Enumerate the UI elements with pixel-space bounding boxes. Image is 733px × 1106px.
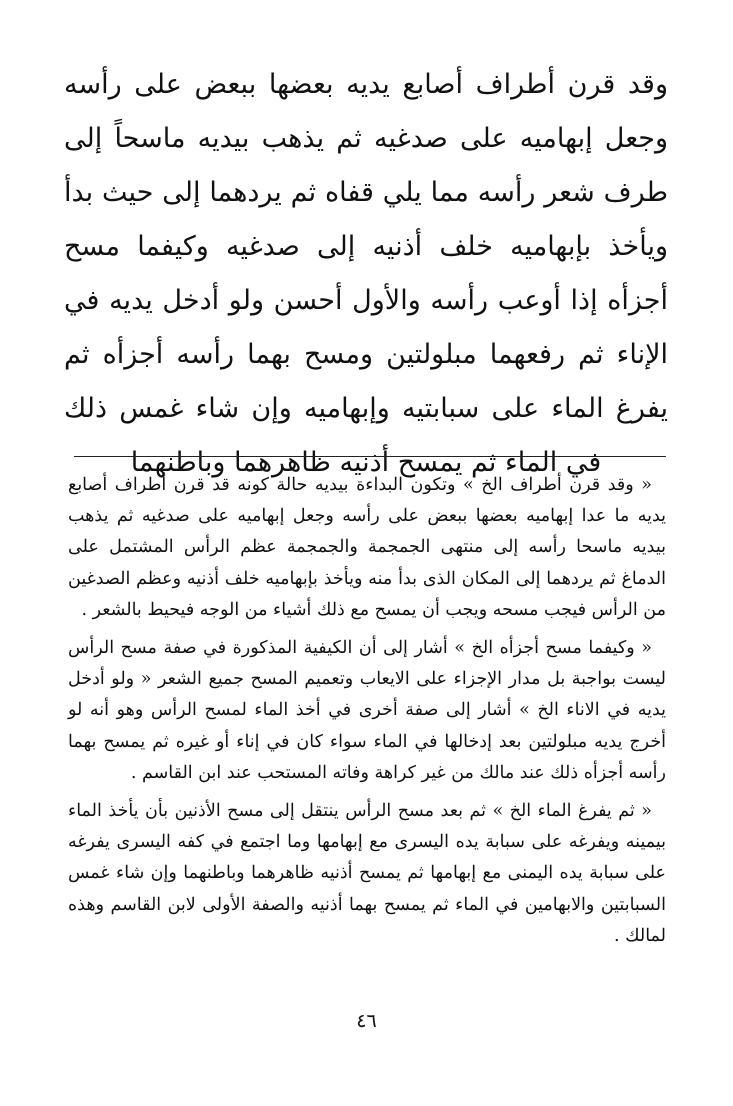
commentary (68, 470, 666, 959)
main-text: وقد قرن أطراف أصابع يديه بعضها ببعض على رأسه وجعل إبهاميه على صدغيه ثم يذهب بيديه ماسحاً إلى طرف شعر رأسه مما يلي قفاه ثم يردهما إلى حيث بدأ ويأخذ بإبهاميه خلف أذنيه إلى صدغيه وكيفما مسح أجزأه إذا أوعب رأسه والأول أحسن ولو أدخل يديه في الإناء ثم رفعهما مبلولتين ومسح بهما رأسه أجزأه ثم يفرغ الماء على سبابتيه وإبهاميه وإن شاء غمس ذلك في الماء ثم يمسح أذنيه ظاهرهما وباطنهما (64, 69, 668, 478)
section-divider (74, 456, 666, 457)
commentary-paragraph: « وكيفما مسح أجزأه الخ » أشار إلى أن الكيفية المذكورة في صفة مسح الرأس ليست بواجبة بل مدار الإجزاء على الايعاب وتعميم المسح جميع الشعر « ولو أدخل يديه في الاناء الخ » أشار إلى صفة أخرى في أخذ الماء لمسح الرأس وهو أنه لو أخرج يديه مبلولتين بعد إدخالها في الماء سواء كان في إناء أو غيره ثم يمسح بهما رأسه أجزأه ذلك عند مالك من غير كراهة وفاته المستحب عند ابن القاسم . (68, 638, 666, 783)
commentary-paragraph: « وقد قرن أطراف الخ » وتكون البداءة بيديه حالة كونه قد قرن أطراف أصابع يديه ما عدا إبهاميه بعضها ببعض على رأسه وجعل إبهاميه على صدغيه ثم يذهب بيديه ماسحا رأسه إلى منتهى الجمجمة والجمجمة عظم الرأس المشتمل على الدماغ ثم يردهما إلى المكان الذى بدأ منه ويأخذ بإبهاميه خلف أذنيه وعظم الصدغين من الرأس فيجب مسحه ويجب أن يمسح مع ذلك أشياء من الوجه فيحيط بالشعر . (68, 475, 666, 620)
page-number: ٤٦ (356, 1010, 377, 1032)
commentary-paragraph: « ثم يفرغ الماء الخ » ثم بعد مسح الرأس ينتقل إلى مسح الأذنين بأن يأخذ الماء بيمينه ويفرغه على سبابة يده اليسرى مع إبهامها وما اجتمع في كفه اليسرى يفرغه على سبابة يده اليمنى مع إبهامها ثم يمسح أذنيه ظاهرهما وباطنهما وإن شاء غمس السبابتين والابهامين في الماء ثم يمسح بهما أذنيه والصفة الأولى لابن القاسم وهذه لمالك . (68, 801, 666, 946)
